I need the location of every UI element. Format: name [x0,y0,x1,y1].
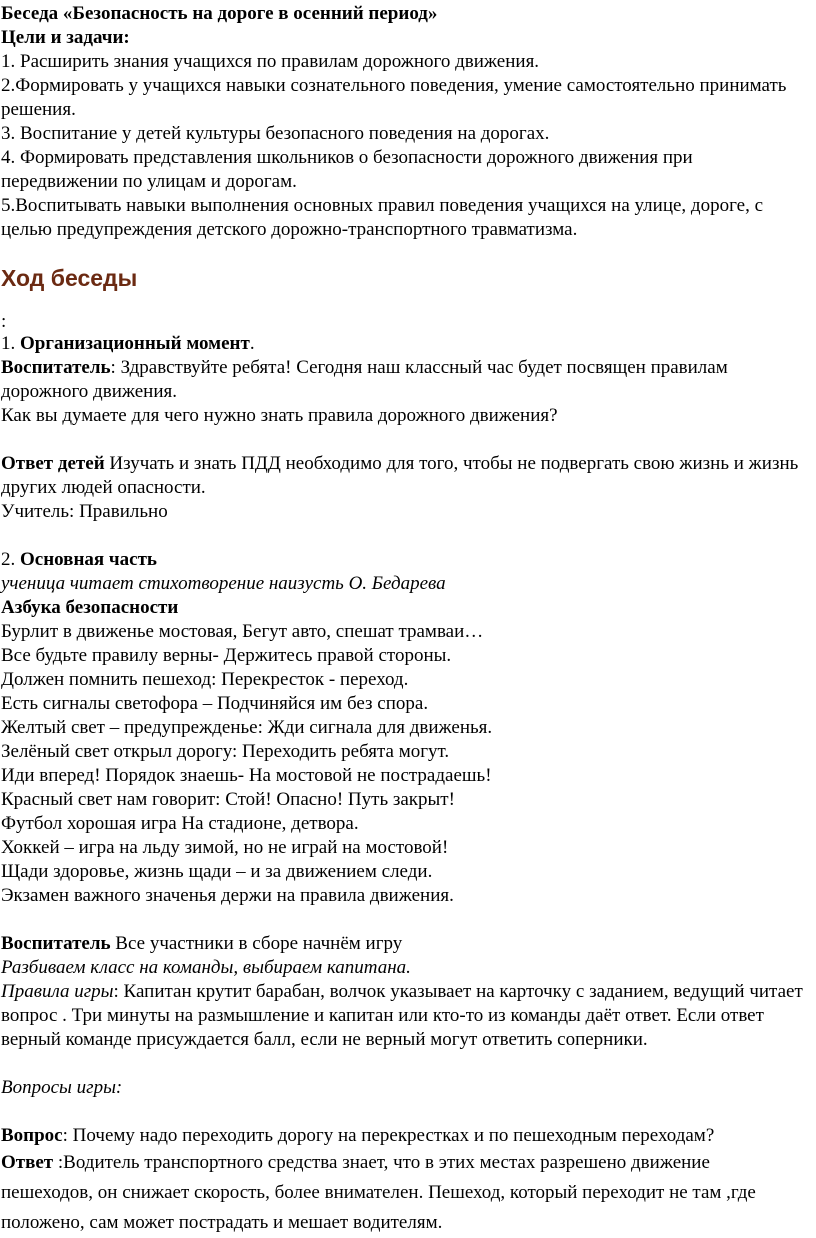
goals-heading: Цели и задачи: [1,27,130,48]
document-title: Беседа «Безопасность на дороге в осенний период» [1,3,438,24]
part1-title: Организационный момент [20,333,250,354]
goal-item: 4. Формировать представления школьников о безопасности дорожного движения при передвижении по улицам и дорогам. [1,147,693,192]
poem-intro: ученица читает стихотворение наизусть О. Бедарева [1,573,446,594]
game-question [1,1124,813,1148]
teams-note: Разбиваем класс на команды, выбираем капитана. [1,957,411,978]
teacher-game-start [1,932,813,956]
part1-dot: . [249,333,255,354]
part2-title: Основная часть [20,549,157,570]
children-answer-text: Изучать и знать ПДД необходимо для того, чтобы не подвергать свою жизнь и жизнь других людей опасности. [1,453,799,498]
poem-line: Есть сигналы светофора – Подчиняйся им без спора. [1,693,429,714]
goal-item: 1. Расширить знания учащихся по правилам дорожного движения. [1,51,540,72]
rules-label: Правила игры [1,981,114,1002]
question-text: : Почему надо переходить дорогу на перекрестках и по пешеходным переходам? [62,1125,715,1146]
poem-line: Футбол хорошая игра На стадионе, детвора. [1,813,359,834]
part2-number: 2. [1,549,20,570]
answer-label: Ответ [1,1152,54,1173]
poem-line: Бурлит в движенье мостовая, Бегут авто, спешат трамваи… [1,621,484,642]
goal-item: 5.Воспитывать навыки выполнения основных правил поведения учащихся на улице, дороге, с целью предупреждения детского дорожно-транспортного травматизма. [1,195,764,240]
part2-heading [1,548,813,572]
part1-number: 1. [1,333,20,354]
answer-text: :Водитель транспортного средства знает, что в этих местах разрешено движение пешеходов, он снижает скорость, более внимателен. Пешеход, который переходит не там ,где положено, сам может пострадать и мешает водителям. [1,1152,756,1233]
speaker-label: Воспитатель [1,933,111,954]
poem-line: Экзамен важного значенья держи на правила движения. [1,885,454,906]
teacher-game-start-text: Все участники в сборе начнём игру [110,933,403,954]
questions-label: Вопросы игры: [1,1077,123,1098]
teacher-question: Как вы думаете для чего нужно знать правила дорожного движения? [1,405,558,426]
question-label: Вопрос [1,1125,63,1146]
poem-line: Иди вперед! Порядок знаешь- На мостовой не пострадаешь! [1,765,492,786]
poem-line: Желтый свет – предупрежденье: Жди сигнала для движенья. [1,717,493,738]
poem-line: Зелёный свет открыл дорогу: Переходить ребята могут. [1,741,450,762]
teacher-reply: Учитель: Правильно [1,501,168,522]
answer-label: Ответ детей [1,453,105,474]
children-answer [1,452,806,500]
section-heading: Ход беседы [1,265,138,291]
rules-text: : Капитан крутит барабан, волчок указывает на карточку с заданием, ведущий читает вопрос . Три минуты на размышление и капитан или кто-то из команды даёт ответ. Если ответ верный команде присуждается балл, если не верный могут ответить соперники. [1,981,803,1050]
poem-line: Все будьте правилу верны- Держитесь правой стороны. [1,645,452,666]
teacher-greeting [1,356,801,404]
goal-item: 3. Воспитание у детей культуры безопасного поведения на дорогах. [1,123,550,144]
poem-line: Должен помнить пешеход: Перекресток - переход. [1,669,409,690]
poem-line: Красный свет нам говорит: Стой! Опасно! Путь закрыт! [1,789,455,810]
goal-item: 2.Формировать у учащихся навыки сознательного поведения, умение самостоятельно принимать решения. [1,75,787,120]
poem-line: Хоккей – игра на льду зимой, но не играй на мостовой! [1,837,449,858]
colon-text: : [1,311,7,332]
teacher-greeting-text: : Здравствуйте ребята! Сегодня наш классный час будет посвящен правилам дорожного движения. [1,357,728,402]
game-rules [1,980,813,1052]
game-answer [1,1148,806,1238]
part1-heading [1,332,813,356]
poem-title: Азбука безопасности [1,597,179,618]
poem-line: Щади здоровье, жизнь щади – и за движением следи. [1,861,433,882]
speaker-label: Воспитатель [1,357,111,378]
